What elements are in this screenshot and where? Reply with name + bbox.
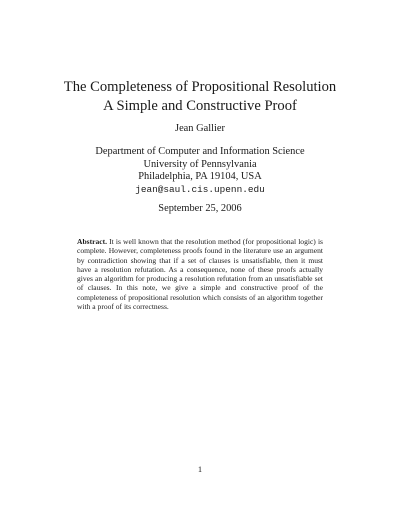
author-affiliation [0, 146, 400, 196]
university: University of Pennsylvania [143, 158, 257, 170]
abstract-label: Abstract. [77, 237, 107, 246]
title-line-2: A Simple and Constructive Proof [103, 98, 297, 114]
author-email: jean@saul.cis.upenn.edu [135, 183, 265, 195]
page-number: 1 [197, 464, 203, 474]
paper-title [0, 78, 400, 116]
address: Philadelphia, PA 19104, USA [138, 171, 262, 183]
abstract-text: It is well known that the resolution method (for propositional logic) is complete. However, completeness proofs found in the literature use an argument by contradiction showing that if a set of clauses is unsatisfiable, then it must have a resolution refutation. As a consequence, none of these proofs actually gives an algorithm for producing a resolution refutation from an unsatisfiable set of clauses. In this note, we give a simple and constructive proof of the completeness of propositional resolution which consists of an algorithm together with a proof of its correctness. [77, 237, 323, 312]
abstract [77, 237, 323, 311]
department: Department of Computer and Information Science [95, 146, 305, 157]
title-line-1: The Completeness of Propositional Resolution [63, 79, 337, 95]
publication-date: September 25, 2006 [158, 203, 242, 214]
author-name: Jean Gallier [175, 123, 225, 134]
